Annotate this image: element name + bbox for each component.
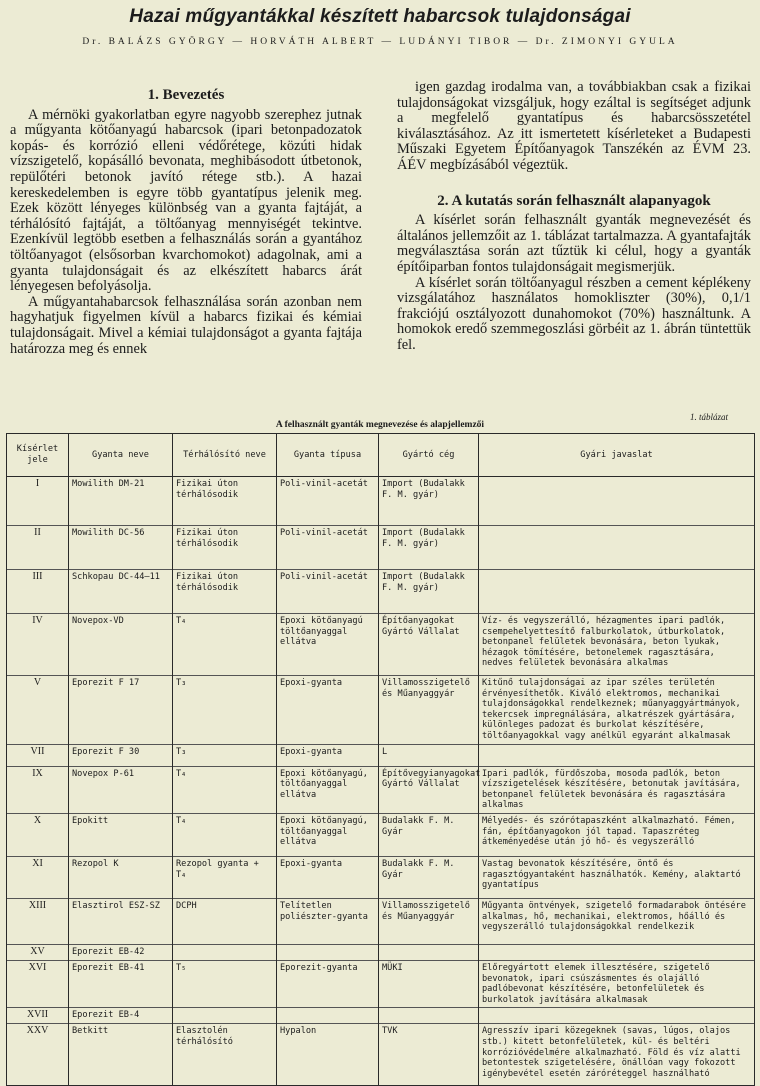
table-cell: Epoxi kötőanyagú, töltőanyaggal ellátva [277, 766, 379, 813]
table-row [7, 813, 755, 856]
table-cell: XVII [7, 1008, 69, 1024]
table-row [7, 898, 755, 944]
table-cell: Eporezit EB-42 [69, 944, 173, 960]
table-cell [479, 477, 755, 526]
table-row [7, 477, 755, 526]
header-cell: Gyanta típusa [277, 434, 379, 477]
table-cell [379, 1008, 479, 1024]
table-row [7, 526, 755, 570]
table-cell: Poli-vinil-acetát [277, 477, 379, 526]
table-cell: MÜKI [379, 960, 479, 1007]
intro-paragraph-3: igen gazdag irodalma van, a továbbiakban csak a fizikai tulajdonságokat vizsgáljuk, hogy ezáltal is segítséget adjunk a megfelelő gyantatípus és habarcsösszetétel kiválasztásához. Az itt ismertetett kísérleteket a Budapesti Műszaki Egyetem Építőanyagok Tanszékén az ÉVM 23. ÁÉV megbízásából végeztük. [397, 79, 751, 173]
table-cell: T₅ [173, 960, 277, 1007]
table-cell: Budalakk F. M. Gyár [379, 813, 479, 856]
table-row [7, 676, 755, 745]
table-cell: Epokitt [69, 813, 173, 856]
table-cell: Építővegyianyagokat Gyártó Vállalat [379, 766, 479, 813]
table-row [7, 1008, 755, 1024]
table-cell [479, 944, 755, 960]
table-cell: Előregyártott elemek illesztésére, szigetelő bevonatok, ipari csúszásmentes és olajálló padlóbevonat készítésére, betonfelületek és burkolatok javítására alkalmasak [479, 960, 755, 1007]
table-cell: Víz- és vegyszerálló, hézagmentes ipari padlók, csempehelyettesítő falburkolatok, útburkolatok, betonpanel felületek bevonására, beton lyukak, hézagok tömítésére, betonelemek ragasztására, nedves felületek bevonására alkalmas [479, 614, 755, 676]
table-cell: Import (Budalakk F. M. gyár) [379, 570, 479, 614]
table-cell: XV [7, 944, 69, 960]
table-cell: Import (Budalakk F. M. gyár) [379, 526, 479, 570]
table-cell [277, 1008, 379, 1024]
table-cell: Epoxi kötőanyagú, töltőanyaggal ellátva [277, 813, 379, 856]
table-header-row [7, 434, 755, 477]
table-cell: IX [7, 766, 69, 813]
table-cell: Építőanyagokat Gyártó Vállalat [379, 614, 479, 676]
table-cell: XI [7, 856, 69, 898]
table-cell: Villamosszigetelő és Műanyaggyár [379, 676, 479, 745]
section-heading-introduction: 1. Bevezetés [147, 87, 225, 103]
header-cell: Kísérlet jele [7, 434, 69, 477]
table-cell: Elasztolén térhálósító [173, 1024, 277, 1086]
table-cell: Műgyanta öntvények, szigetelő formadarabok öntésére alkalmas, hő, mechanikai, elektromos, hőálló és vegyszerálló tulajdonságokkal rendelkezik [479, 898, 755, 944]
table-cell: Ipari padlók, fürdőszoba, mosoda padlók, beton vízszigetelések készítésére, betonutak javítására, betonpanel felületek bevonására és ragasztására alkalmas [479, 766, 755, 813]
table-cell: Epoxi-gyanta [277, 856, 379, 898]
header-cell: Gyanta neve [69, 434, 173, 477]
table-cell: XIII [7, 898, 69, 944]
table-cell: Hypalon [277, 1024, 379, 1086]
table-cell: Mélyedés- és szórótapaszként alkalmazható. Fémen, fán, építőanyagokon jól tapad. Tapaszréteg átkeményedése után jó hő- és vegyszerálló [479, 813, 755, 856]
table-cell: II [7, 526, 69, 570]
section-heading-materials: 2. A kutatás során felhasznált alapanyagok [437, 192, 711, 209]
table-cell: V [7, 676, 69, 745]
header-cell: Gyári javaslat [479, 434, 755, 477]
intro-paragraph-1: A mérnöki gyakorlatban egyre nagyobb szerephez jutnak a műgyanta kötőanyagú habarcsok (ipari betonpadozatok kopás- és korrózió elleni védőrétege, közúti hidak vízszigetelő, kopásálló bevonata, meghibásodott útbetonok, repülőtéri betonok javító rétege stb.). A hazai kereskedelemben is egyre több gyantatípus jelenik meg. Ezek között lényeges különbség van a gyanta fajtáját, a térhálósító fajtáját, a töltőanyag mennyiségét tekintve. Ezenkívül legtöbb esetben a felhasználás során a gyantához töltőanyagot (elsősorban kvarchomokot) adagolnak, ami a gyanta tulajdonságait és az elkészített habarcs árát lényegesen befolyásolja. [10, 106, 362, 295]
header-cell: Gyártó cég [379, 434, 479, 477]
table-cell: T₄ [173, 614, 277, 676]
resin-properties-table [6, 433, 755, 1086]
table-cell: Novepox P-61 [69, 766, 173, 813]
table-cell: Eporezit EB-4 [69, 1008, 173, 1024]
table-cell: Telítetlen poliészter-gyanta [277, 898, 379, 944]
table-cell [479, 526, 755, 570]
table-cell: L [379, 744, 479, 766]
table-row [7, 614, 755, 676]
table-cell: Epoxi-gyanta [277, 744, 379, 766]
table-row [7, 570, 755, 614]
table-cell [379, 944, 479, 960]
intro-paragraph-2: A műgyantahabarcsok felhasználása során azonban nem hagyhatjuk figyelmen kívül a habarcs fizikai és kémiai tulajdonságait. Mivel a kémiai tulajdonságot a gyanta fajtája határozza meg és ennek [10, 293, 362, 357]
table-cell: Rezopol gyanta + T₄ [173, 856, 277, 898]
table-cell: Agresszív ipari közegeknek (savas, lúgos, olajos stb.) kitett betonfelületek, kül- és beltéri korrózióvédelmére alkalmazható. Föld és víz alatti betontestek szigetelésére, önállóan vagy fokozott igénybevétel esetén záróréteggel használható [479, 1024, 755, 1086]
table-cell: Schkopau DC-44—11 [69, 570, 173, 614]
table-cell: DCPH [173, 898, 277, 944]
table-cell: Budalakk F. M. Gyár [379, 856, 479, 898]
table-cell: T₄ [173, 813, 277, 856]
table-cell: Vastag bevonatok készítésére, öntő és ragasztógyantaként használhatók. Kemény, alaktartó gyantatípus [479, 856, 755, 898]
table-row [7, 1024, 755, 1086]
table-cell: Eporezit EB-41 [69, 960, 173, 1007]
table-cell: III [7, 570, 69, 614]
table-cell: T₃ [173, 676, 277, 745]
table-cell: Epoxi kötőanyagú töltőanyaggal ellátva [277, 614, 379, 676]
table-cell [479, 570, 755, 614]
table-cell: Eporezit F 30 [69, 744, 173, 766]
table-row [7, 856, 755, 898]
table-cell: Epoxi-gyanta [277, 676, 379, 745]
table-cell: Fizikai úton térhálósodik [173, 477, 277, 526]
materials-paragraph-1: A kísérlet során felhasznált gyanták megnevezését és általános jellemzőit az 1. táblázat tartalmazza. A gyantafajták megválasztása során azt tűztük ki célul, hogy a gyanták építőiparban fontos tulajdonságait megismerjük. [397, 212, 751, 275]
table-cell: XVI [7, 960, 69, 1007]
table-body [7, 477, 755, 1086]
table-cell: Mowilith DC-56 [69, 526, 173, 570]
table-cell: Fizikai úton térhálósodik [173, 570, 277, 614]
table-cell [479, 1008, 755, 1024]
materials-paragraph-2: A kísérlet során töltőanyagul részben a cement képlékeny vizsgálatához használatos homokliszter (30%), 0,1/1 frakciójú osztályozott dunahomokot (70%) használtunk. A homokok eredő szemmegoszlási görbéit az 1. ábrán tüntettük fel. [397, 274, 751, 353]
right-column [397, 80, 751, 354]
table-cell: Kitűnő tulajdonságai az ipar széles területén érvényesíthetők. Kiváló elektromos, mechanikai tulajdonságokkal rendelkeznek; műanyaggyártmányok, tekercsek impregnálására, alkatrészek gyártására, különleges padozat és burkolat készítésére, töltőanyagokkal vagy anélkül egyaránt alkalmasak [479, 676, 755, 745]
table-cell: T₄ [173, 766, 277, 813]
table-cell: Novepox-VD [69, 614, 173, 676]
table-row [7, 766, 755, 813]
table-cell: IV [7, 614, 69, 676]
table-row [7, 744, 755, 766]
table-cell: Poli-vinil-acetát [277, 570, 379, 614]
table-number: 1. táblázat [690, 412, 729, 422]
table-cell [173, 944, 277, 960]
table-cell: Villamosszigetelő és Műanyaggyár [379, 898, 479, 944]
article-title: Hazai műgyantákkal készített habarcsok tulajdonságai [129, 6, 631, 27]
table-cell: T₃ [173, 744, 277, 766]
table-row [7, 960, 755, 1007]
table-cell: XXV [7, 1024, 69, 1086]
table-caption: A felhasznált gyanták megnevezése és alapjellemzői [275, 420, 485, 430]
left-column [10, 82, 362, 357]
table-cell: X [7, 813, 69, 856]
table-cell: Rezopol K [69, 856, 173, 898]
table-cell: Poli-vinil-acetát [277, 526, 379, 570]
table-cell [277, 944, 379, 960]
table-cell: TVK [379, 1024, 479, 1086]
header-cell: Térhálósító neve [173, 434, 277, 477]
table-cell: Eporezit F 17 [69, 676, 173, 745]
table-cell: Betkitt [69, 1024, 173, 1086]
table-row [7, 944, 755, 960]
table-cell: Eporezit-gyanta [277, 960, 379, 1007]
table-cell: Import (Budalakk F. M. gyár) [379, 477, 479, 526]
table-cell: Elasztirol ESZ-SZ [69, 898, 173, 944]
table-cell [479, 744, 755, 766]
table-cell: VII [7, 744, 69, 766]
table-cell: Mowilith DM-21 [69, 477, 173, 526]
table-cell [173, 1008, 277, 1024]
article-authors: Dr. BALÁZS GYÖRGY — HORVÁTH ALBERT — LUDÁNYI TIBOR — Dr. ZIMONYI GYULA [82, 37, 678, 47]
table-cell: Fizikai úton térhálósodik [173, 526, 277, 570]
table-cell: I [7, 477, 69, 526]
